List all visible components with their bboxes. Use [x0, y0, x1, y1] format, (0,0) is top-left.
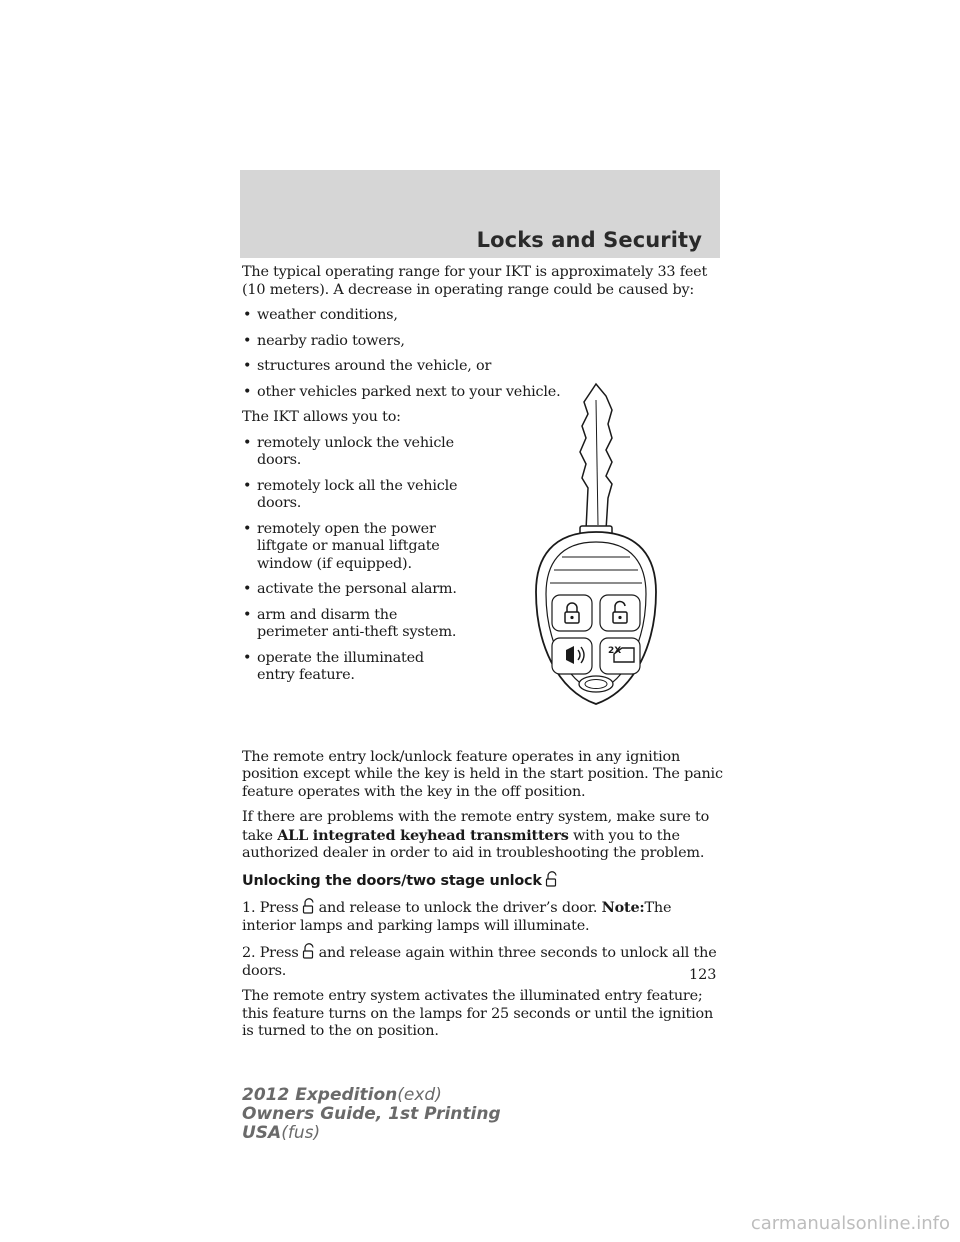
unlock-icon	[545, 871, 559, 887]
section-subheading: Unlocking the doors/two stage unlock	[242, 871, 727, 891]
range-intro: The typical operating range for your IKT is approximately 33 feet (10 meters). A decrease in operating range could be caused by:	[242, 264, 708, 298]
key-illustration	[522, 380, 670, 715]
list-item: • weather conditions,	[242, 307, 727, 325]
unlock-icon	[302, 943, 316, 959]
list-item: • operate the illuminated entry feature.	[242, 650, 462, 685]
step-2: 2. Press and release again within three seconds to unlock all the doors.	[242, 945, 717, 979]
print-footer: 2012 Expedition(exd) Owners Guide, 1st Printing USA(fus)	[242, 1085, 501, 1143]
page-number: 123	[689, 967, 717, 983]
list-item: • activate the personal alarm.	[242, 581, 462, 599]
problems-paragraph: If there are problems with the remote entry system, make sure to take ALL integrated keyhead transmitters with you to the authorized dealer in order to aid in troubleshooting the problem.	[242, 809, 710, 861]
list-item: • other vehicles parked next to your vehicle.	[242, 384, 727, 402]
bold-transmitters: ALL integrated keyhead transmitters	[277, 826, 569, 844]
unlock-icon	[302, 898, 316, 914]
ikt-intro: The IKT allows you to:	[242, 409, 401, 425]
step-1: 1. Press and release to unlock the driver’s door. Note:The interior lamps and parking lamps will illuminate.	[242, 899, 672, 934]
section-title: Locks and Security	[476, 228, 702, 252]
list-item: • remotely open the power liftgate or manual liftgate window (if equipped).	[242, 521, 462, 574]
list-item: • arm and disarm the perimeter anti-theft system.	[242, 607, 462, 642]
ignition-paragraph: The remote entry lock/unlock feature operates in any ignition position except while the key is held in the start position. The panic feature operates with the key in the off position.	[242, 748, 723, 800]
list-item: • remotely unlock the vehicle doors.	[242, 435, 462, 470]
section-header-band	[240, 170, 720, 258]
watermark: carmanualsonline.info	[750, 1213, 950, 1234]
list-item: • structures around the vehicle, or	[242, 358, 727, 376]
note-label: Note:	[601, 899, 645, 916]
list-item: • remotely lock all the vehicle doors.	[242, 478, 462, 513]
illuminated-entry-paragraph: The remote entry system activates the illuminated entry feature; this feature turns on the lamps for 25 seconds or until the ignition is turned to the on position.	[242, 988, 714, 1039]
panic-label: 2X	[608, 646, 622, 656]
list-item: • nearby radio towers,	[242, 333, 727, 351]
ikt-features-list	[242, 435, 462, 685]
